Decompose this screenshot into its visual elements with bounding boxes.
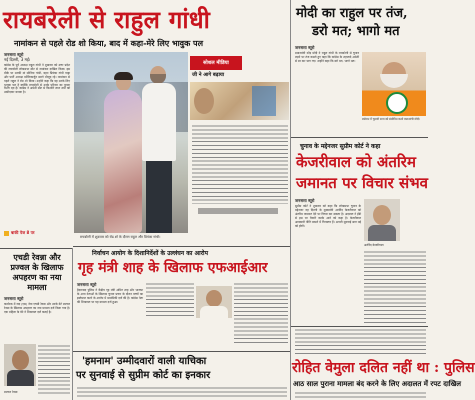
main-dateline: नई दिल्ली, 3 मई। — [4, 57, 31, 62]
hamnam-body — [77, 386, 287, 398]
main-jump-note: बाकी पेज 8 पर — [4, 230, 35, 236]
modi-headline-line1: मोदी का राहुल पर तंज, — [296, 6, 408, 21]
inset-text — [192, 124, 288, 204]
jump-arrow-icon — [4, 231, 9, 236]
kejriwal-photo — [364, 199, 400, 241]
inset-box — [190, 52, 291, 232]
rohith-body — [295, 391, 426, 400]
hamnam-top-rule — [73, 351, 290, 352]
kejriwal-byline: जनसत्ता ब्यूरो — [295, 198, 315, 203]
center-bottom-rule — [73, 246, 290, 247]
revanna-byline: जनसत्ता ब्यूरो — [4, 296, 24, 301]
rohith-top-rule — [291, 326, 428, 327]
revanna-headline: एचडी रेवन्ना और प्रज्वल के खिलाफ अपहरण का नया मामला — [10, 252, 64, 292]
right-column-rule — [290, 0, 291, 400]
modi-headline-line2: डरो मत; भागो मत — [312, 24, 400, 39]
kejriwal-kicker: चुनाव के मद्देनजर सुप्रीम कोर्ट ने कहा — [300, 143, 381, 150]
rahul-figure — [138, 66, 180, 233]
main-headline: रायबरेली से राहुल गांधी — [3, 5, 211, 34]
modi-byline: जनसत्ता ब्यूरो — [295, 45, 315, 50]
shah-body-col3 — [234, 282, 288, 344]
rohith-subhead: आठ साल पुराना मामला बंद करने के लिए अदालत में रपट दाखिल — [293, 380, 462, 388]
inset-photo — [190, 82, 289, 120]
hamnam-headline-line1: 'हमनाम' उम्मीदवारों वाली याचिका — [82, 356, 207, 367]
main-photo — [74, 52, 188, 233]
revanna-body-col2 — [38, 344, 70, 396]
rohith-prev-text — [295, 328, 426, 356]
shah-body-col2 — [146, 282, 194, 318]
lower-left-rule — [0, 248, 72, 249]
lower-left-vrule — [72, 248, 73, 400]
modi-photo — [362, 52, 426, 116]
kejriwal-body-col2 — [364, 250, 426, 324]
modi-body: प्रधानमंत्री नरेंद्र मोदी ने राहुल गांधी के रायबरेली से चुनाव लड़ने पर तंज कसते हुए कहा कि कांग्रेस के शहजादे अमेठी से डर कर भाग गए। उन्होंने कहा कि डरो मत, भागो मत। — [295, 51, 359, 63]
kejriwal-top-rule — [291, 137, 428, 138]
kejriwal-body: सुप्रीम कोर्ट ने शुक्रवार को कहा कि लोकसभा चुनाव के मद्देनजर वह दिल्ली के मुख्यमंत्री अरविंद केजरीवाल को अंतरिम जमानत देने पर विचार कर सकता है। अदालत ने ईडी से इस पर तैयारी करके आने को कहा है। केजरीवाल आबकारी नीति मामले में गिरफ्तार हैं। अगली सुनवाई सात मई को होगी। — [295, 204, 361, 228]
kejriwal-headline-line2: जमानत पर विचार संभव — [296, 174, 428, 192]
shah-headline: गृह मंत्री शाह के खिलाफ एफआईआर — [78, 260, 268, 276]
modi-photo-caption: बर्धमान में चुनावी सभा को संबोधित करते प्रधानमंत्री मोदी। — [362, 117, 421, 121]
kejriwal-headline-line1: केजरीवाल को अंतरिम — [296, 153, 416, 171]
main-body-continued — [4, 164, 70, 219]
rohith-headline: रोहित वेमुला दलित नहीं था : पुलिस — [292, 360, 475, 376]
revanna-photo — [4, 344, 36, 386]
main-photo-caption: रायबरेली में शुक्रवार को रोड शो के दौरान राहुल और प्रियंका गांधी। — [80, 235, 161, 239]
revanna-photo-label: प्रज्वल रेवन्ना — [4, 390, 18, 394]
main-body: कांग्रेस के पूर्व अध्यक्ष राहुल गांधी ने शुक्रवार को उत्तर प्रदेश की रायबरेली लोकसभा सीट से नामांकन दाखिल किया। इस मौके पर उनकी मां सोनिया गांधी, बहन प्रियंका गांधी वाड्रा और पार्टी अध्यक्ष मल्लिकार्जुन खरगे मौजूद रहे। नामांकन से पहले राहुल ने रोड शो किया। उन्होंने कहा कि यह उनके लिए भावुक पल है क्योंकि रायबरेली से उनके परिवार का पुराना रिश्ता रहा है। कांग्रेस ने अमेठी सीट से किशोरी लाल शर्मा को उम्मीदवार बनाया है। — [4, 63, 70, 95]
shah-photo — [196, 286, 232, 318]
inset-badge: सोशल मीडिया — [190, 56, 242, 70]
main-byline: जनसत्ता ब्यूरो — [4, 52, 24, 57]
shah-kicker: निर्वाचन आयोग के दिशानिर्देशों के उल्लंघन का आरोप — [92, 250, 209, 257]
shah-byline: जनसत्ता ब्यूरो — [77, 282, 97, 287]
shah-body: हैदराबाद पुलिस ने केंद्रीय गृह मंत्री अमित शाह और भाजपा के अन्य नेताओं के खिलाफ चुनाव प्रचार के दौरान बच्चों का इस्तेमाल करने के आरोप में प्राथमिकी दर्ज की है। कांग्रेस नेता की शिकायत पर यह मामला दर्ज हुआ। — [77, 288, 143, 304]
inset-title: जी ने आगे बढ़ाया — [192, 72, 225, 78]
kejriwal-photo-label: अरविंद केजरीवाल — [364, 243, 384, 247]
hamnam-headline-line2: पर सुनवाई से सुप्रीम कोर्ट का इनकार — [76, 370, 211, 381]
lotus-icon — [386, 92, 408, 114]
main-subhead: नामांकन से पहले रोड शो किया, बाद में कहा-मेरे लिए भावुक पल — [14, 39, 204, 48]
revanna-body: कर्नाटक में जद (एस) नेता एचडी रेवन्ना और उनके बेटे प्रज्वल रेवन्ना के खिलाफ अपहरण का नया मामला दर्ज किया गया है। एक महिला के बेटे ने शिकायत दर्ज कराई है। — [4, 302, 70, 314]
inset-author — [198, 208, 278, 214]
